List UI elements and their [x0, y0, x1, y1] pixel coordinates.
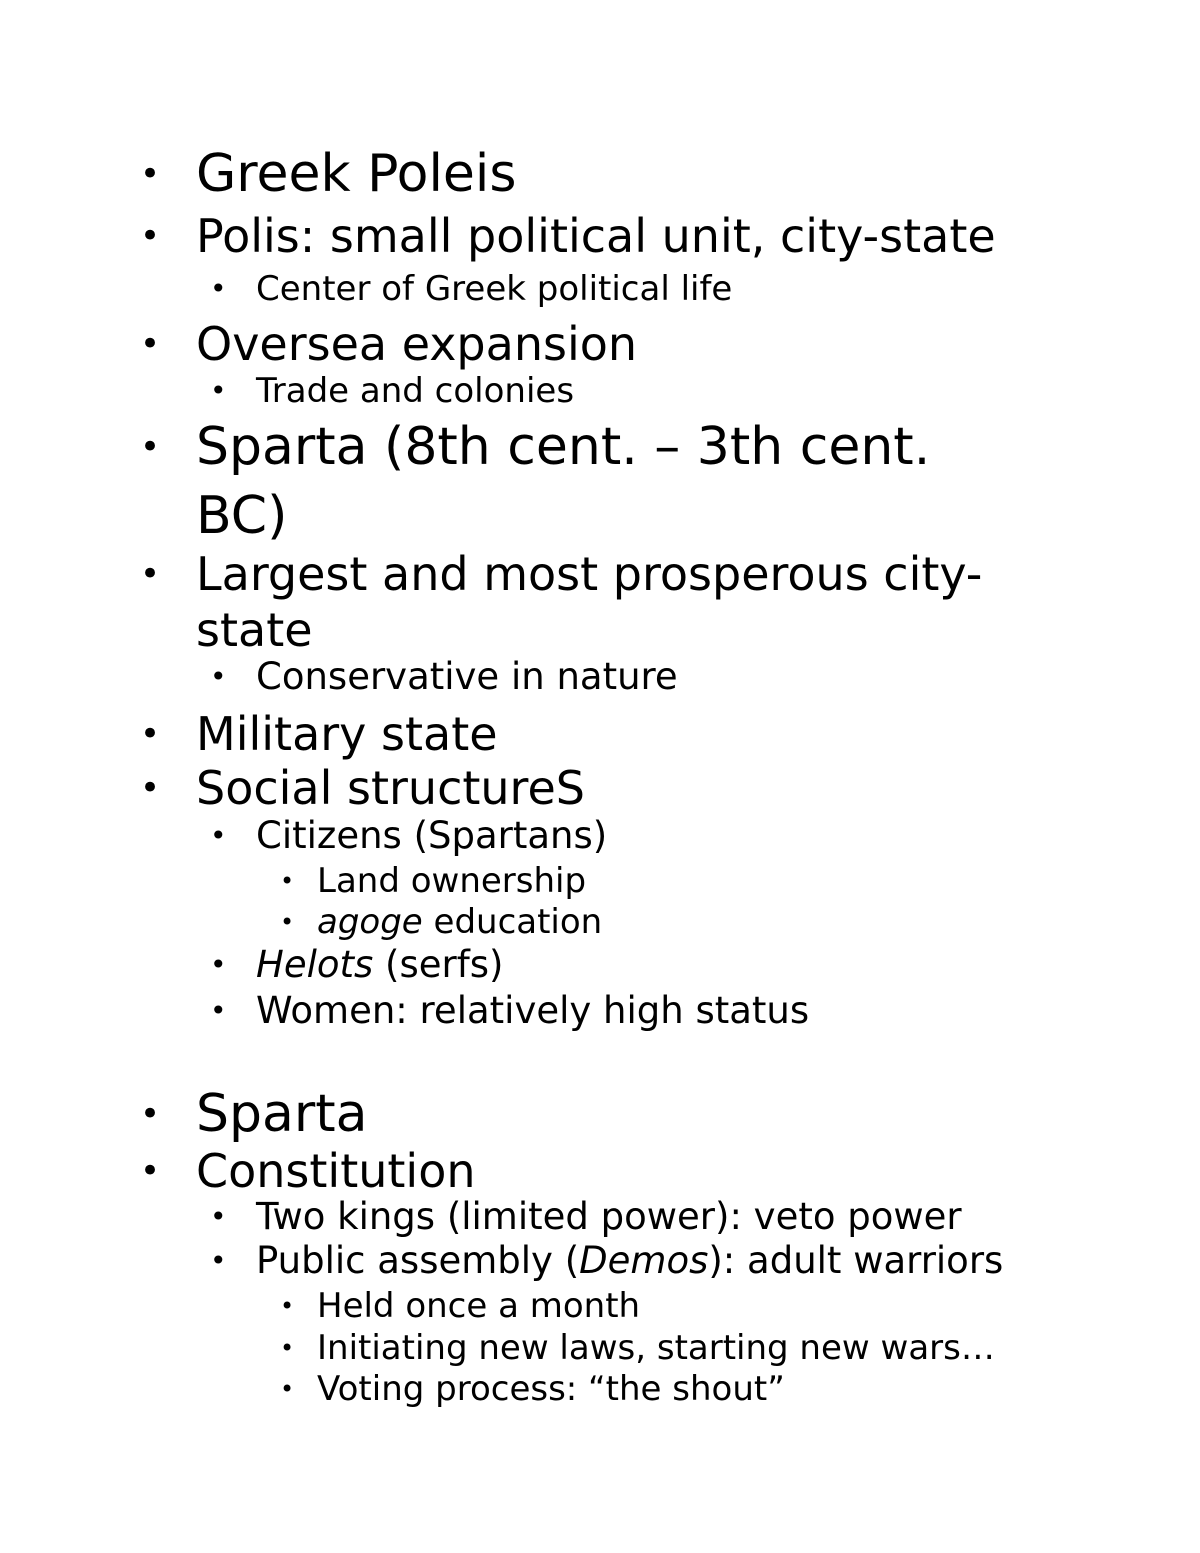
bullet-icon: • — [140, 215, 161, 256]
bullet-icon: • — [280, 1374, 295, 1403]
item-text: ): adult warriors — [708, 1239, 1004, 1282]
outline-item-level-2 — [256, 815, 607, 858]
item-text: Trade and colonies — [256, 371, 575, 411]
bullet-icon: • — [210, 1200, 227, 1234]
item-text: Largest and most prosperous city- — [196, 547, 983, 601]
item-text: Military state — [196, 707, 498, 761]
outline-item-level-1 — [196, 1085, 368, 1145]
item-text: Voting process: “the shout” — [317, 1369, 785, 1409]
outline-item-level-2 — [256, 656, 678, 699]
bullet-icon: • — [210, 994, 227, 1028]
bullet-icon: • — [140, 767, 161, 808]
item-text: (serfs) — [373, 943, 504, 986]
item-italic-term: Demos — [579, 1239, 709, 1282]
item-text-prefix: Public assembly ( — [256, 1239, 580, 1282]
item-italic-term: Helots — [256, 943, 374, 986]
item-text: Constitution — [196, 1144, 476, 1198]
bullet-icon: • — [140, 427, 161, 468]
item-text: Sparta (8th cent. – 3th cent. — [196, 417, 931, 477]
outline-item-level-2 — [256, 372, 574, 411]
item-text: Women: relatively high status — [256, 989, 810, 1032]
bullet-icon: • — [140, 154, 161, 195]
bullet-icon: • — [210, 374, 227, 408]
item-text: Oversea expansion — [196, 317, 638, 371]
bullet-icon: • — [280, 907, 295, 936]
bullet-icon: • — [210, 1244, 227, 1278]
item-text: Sparta — [196, 1084, 368, 1144]
item-text: Polis: small political unit, city-state — [196, 209, 996, 263]
outline-item-level-1 — [196, 418, 930, 478]
outline-item-level-1 — [196, 210, 996, 263]
outline-item-level-2 — [256, 270, 732, 309]
bullet-icon: • — [210, 948, 227, 982]
bullet-icon: • — [140, 553, 161, 594]
outline-item-level-3 — [317, 862, 586, 901]
outline-item-level-1 — [196, 145, 516, 205]
item-text: Land ownership — [317, 861, 587, 901]
outline-item-level-3 — [317, 1329, 995, 1368]
outline-item-continuation: state — [196, 603, 313, 657]
bullet-icon: • — [140, 1150, 161, 1191]
item-text: Initiating new laws, starting new wars… — [317, 1328, 995, 1368]
outline-item-level-3 — [317, 903, 602, 942]
outline-item-level-1 — [196, 1145, 476, 1198]
outline-item-level-1 — [196, 548, 982, 601]
bullet-icon: • — [210, 272, 227, 306]
outline-item-level-1 — [196, 762, 585, 815]
outline-item-level-2 — [256, 990, 809, 1033]
bullet-icon: • — [280, 866, 295, 895]
outline-item-level-1 — [196, 708, 498, 761]
bullet-icon: • — [140, 713, 161, 754]
outline-item-level-3 — [317, 1370, 785, 1409]
item-text: Social structureS — [196, 761, 585, 815]
outline-item-level-3 — [317, 1287, 640, 1326]
item-text: Conservative in nature — [256, 655, 678, 698]
bullet-icon: • — [210, 819, 227, 853]
item-text: Two kings (limited power): veto power — [256, 1195, 962, 1238]
bullet-icon: • — [280, 1291, 295, 1320]
item-text: Center of Greek political life — [256, 269, 733, 309]
outline-item-level-2 — [256, 1240, 1003, 1283]
bullet-icon: • — [210, 660, 227, 694]
outline-item-level-1 — [196, 318, 637, 371]
bullet-icon: • — [140, 323, 161, 364]
outline-item-level-2 — [256, 1196, 962, 1239]
item-text: Held once a month — [317, 1286, 641, 1326]
bullet-icon: • — [280, 1333, 295, 1362]
item-text: education — [422, 902, 603, 942]
item-italic-term: agoge — [317, 902, 423, 942]
item-text: Greek Poleis — [196, 144, 517, 204]
outline-item-continuation: BC) — [196, 486, 288, 546]
bullet-icon: • — [140, 1094, 161, 1135]
item-text: Citizens (Spartans) — [256, 814, 608, 857]
outline-item-level-2 — [256, 944, 503, 987]
